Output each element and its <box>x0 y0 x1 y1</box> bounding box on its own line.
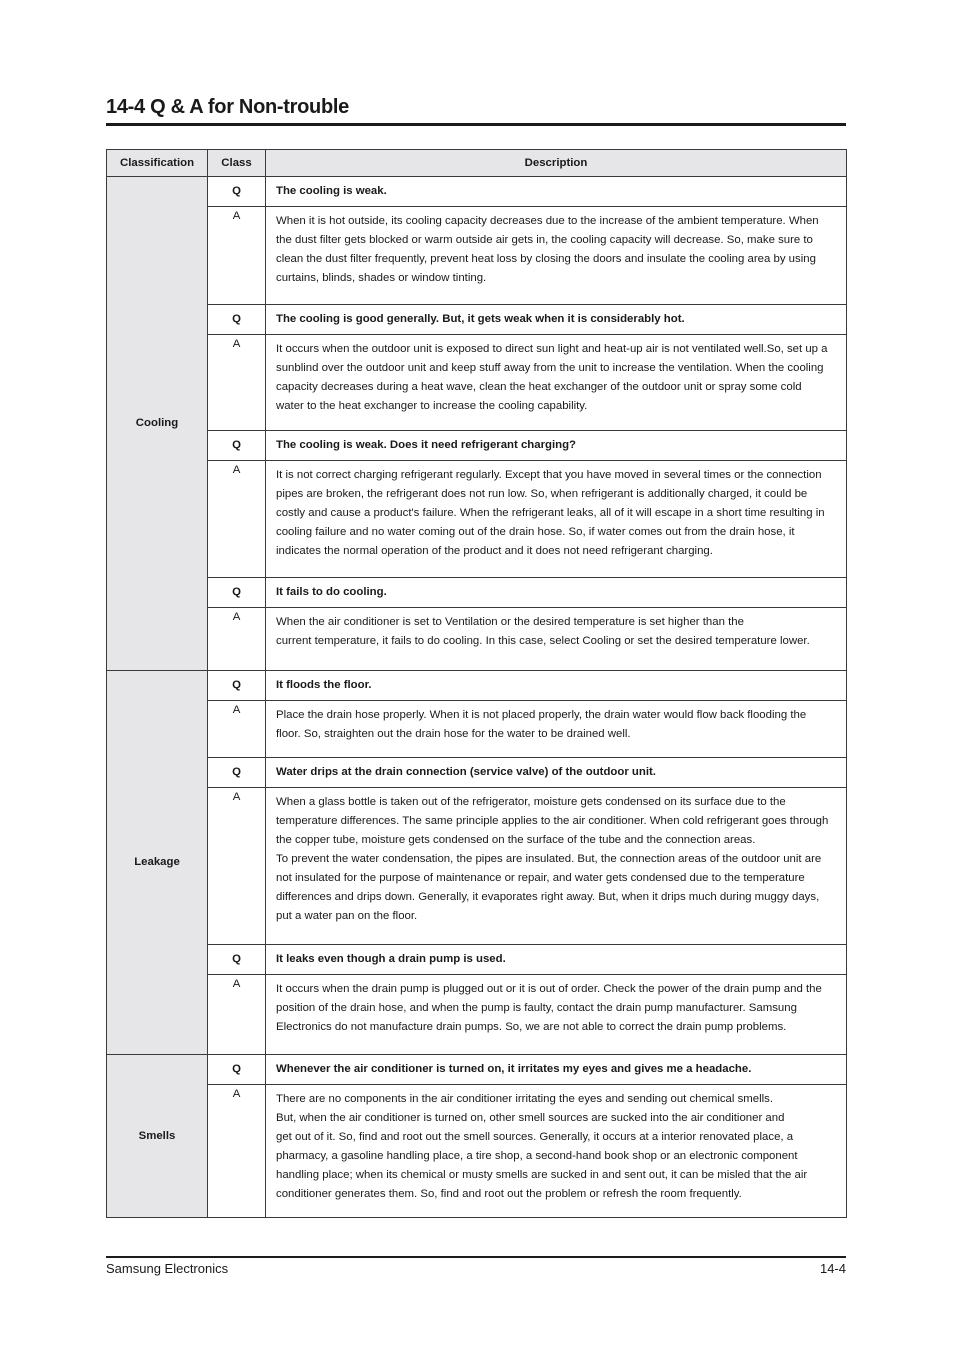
footer-page-number: 14-4 <box>819 1261 846 1276</box>
table-header-row <box>107 150 847 177</box>
class-mark: Q <box>208 177 266 207</box>
class-mark: A <box>208 608 266 671</box>
answer-text: It occurs when the outdoor unit is exposed to direct sun light and heat-up air is not ventilated well.So, set up a sunblind over the outdoor unit and keep stuff away from the unit to increase the ventilation. When the cooling capacity decreases during a heat wave, clean the heat exchanger of the outdoor unit or spray some cold water to the heat exchanger to increase the cooling capability. <box>276 343 828 412</box>
header-description: Description <box>266 150 847 177</box>
answer-text: When a glass bottle is taken out of the refrigerator, moisture gets condensed on its surface due to the temperature differences. The same principle applies to the air conditioner. When cold refrigerant goes through the copper tube, moisture gets condensed on the surface of the tube and the connection areas. To prevent the water condensation, the pipes are insulated. But, the connection areas of the outdoor unit are not insulated for the purpose of maintenance or repair, and water gets condensed due to the temperature differences and drips down. Generally, it evaporates right away. But, when it drips much during muggy days, put a water pan on the floor. <box>276 796 829 922</box>
answer-text: It is not correct charging refrigerant regularly. Except that you have moved in several times or the connection pipes are broken, the refrigerant does not run low. So, when refrigerant is additionally charged, it could be costly and cause a product's failure. When the refrigerant leaks, all of it will escape in a short time resulting in cooling failure and no water coming out of the drain hose. So, if water comes out from the drain hose, it indicates the normal operation of the product and it does not need refrigerant charging. <box>276 469 825 557</box>
class-mark: Q <box>208 305 266 335</box>
question-text: Whenever the air conditioner is turned on, it irritates my eyes and gives me a headache. <box>266 1055 847 1085</box>
table-row <box>107 207 847 305</box>
table-row <box>107 305 847 335</box>
question-text: It leaks even though a drain pump is used. <box>266 945 847 975</box>
class-mark: Q <box>208 945 266 975</box>
class-mark: A <box>208 335 266 431</box>
table-row <box>107 788 847 945</box>
answer-cell <box>266 788 847 945</box>
class-mark: A <box>208 207 266 305</box>
class-mark: A <box>208 788 266 945</box>
header-class: Class <box>208 150 266 177</box>
table-row <box>107 701 847 758</box>
answer-text: When the air conditioner is set to Ventilation or the desired temperature is set higher than the current temperature, it fails to do cooling. In this case, select Cooling or set the desired temperature lower. <box>276 616 810 647</box>
answer-text: It occurs when the drain pump is plugged out or it is out of order. Check the power of the drain pump and the position of the drain hose, and when the pump is faulty, contact the drain pump manufacturer. Samsung Electronics do not manufacture drain pumps. So, we are not able to correct the drain pump problems. <box>276 983 822 1033</box>
answer-cell <box>266 335 847 431</box>
class-mark: A <box>208 461 266 578</box>
question-text: It floods the floor. <box>266 671 847 701</box>
table-row <box>107 1085 847 1218</box>
answer-cell <box>266 608 847 671</box>
table-row <box>107 177 847 207</box>
class-mark: A <box>208 701 266 758</box>
classification-leakage: Leakage <box>107 671 208 1055</box>
answer-text: When it is hot outside, its cooling capacity decreases due to the increase of the ambient temperature. When the dust filter gets blocked or warm outside air gets in, the cooling capacity will decrease. So, make sure to clean the dust filter frequently, prevent heat loss by closing the doors and insulate the cooling area by using curtains, blinds, shades or window tinting. <box>276 215 819 284</box>
table-row <box>107 578 847 608</box>
footer-divider <box>106 1256 846 1258</box>
classification-smells: Smells <box>107 1055 208 1218</box>
class-mark: Q <box>208 671 266 701</box>
table-row <box>107 335 847 431</box>
question-text: Water drips at the drain connection (service valve) of the outdoor unit. <box>266 758 847 788</box>
answer-cell <box>266 207 847 305</box>
answer-cell <box>266 461 847 578</box>
header-classification: Classification <box>107 150 208 177</box>
class-mark: Q <box>208 578 266 608</box>
table-row <box>107 608 847 671</box>
question-text: The cooling is good generally. But, it gets weak when it is considerably hot. <box>266 305 847 335</box>
table-row <box>107 1055 847 1085</box>
answer-cell <box>266 1085 847 1218</box>
answer-cell <box>266 701 847 758</box>
answer-text: There are no components in the air conditioner irritating the eyes and sending out chemical smells. But, when the air conditioner is turned on, other smell sources are sucked into the air conditioner and get out of it. So, find and root out the smell sources. Generally, it occurs at a interior renovated place, a pharmacy, a gasoline handling place, a tire shop, a second-hand book shop or an electronic component handling place; when its chemical or musty smells are sucked in and sent out, it can be misled that the air conditioner generates them. So, find and root out the problem or refresh the room frequently. <box>276 1093 808 1200</box>
table-row <box>107 461 847 578</box>
question-text: The cooling is weak. <box>266 177 847 207</box>
question-text: The cooling is weak. Does it need refrigerant charging? <box>266 431 847 461</box>
class-mark: A <box>208 1085 266 1218</box>
page-title: 14-4 Q & A for Non-trouble <box>106 96 846 126</box>
table-row <box>107 431 847 461</box>
class-mark: A <box>208 975 266 1055</box>
qa-table <box>106 149 847 1218</box>
footer-company: Samsung Electronics <box>106 1261 229 1276</box>
question-text: It fails to do cooling. <box>266 578 847 608</box>
class-mark: Q <box>208 1055 266 1085</box>
answer-text: Place the drain hose properly. When it is not placed properly, the drain water would flow back flooding the floor. So, straighten out the drain hose for the water to be drained well. <box>276 709 807 740</box>
table-row <box>107 758 847 788</box>
table-row <box>107 671 847 701</box>
table-row <box>107 975 847 1055</box>
class-mark: Q <box>208 758 266 788</box>
class-mark: Q <box>208 431 266 461</box>
classification-cooling: Cooling <box>107 177 208 671</box>
answer-cell <box>266 975 847 1055</box>
table-row <box>107 945 847 975</box>
